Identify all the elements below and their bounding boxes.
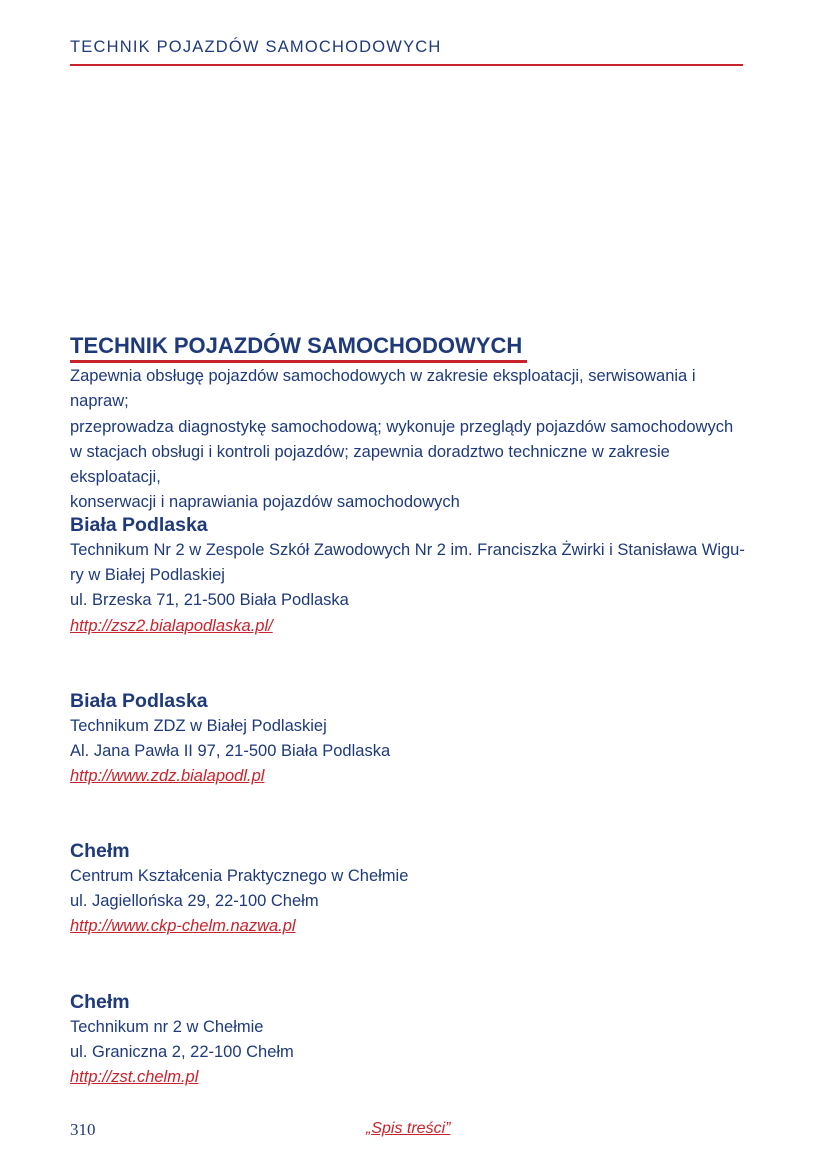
entry-website-link[interactable]: http://zst.chelm.pl (70, 1068, 199, 1087)
header-rule (70, 64, 743, 66)
page-number: 310 (70, 1120, 96, 1139)
running-header: TECHNIK POJAZDÓW SAMOCHODOWYCH (70, 38, 442, 56)
entry-address: ul. Jagiellońska 29, 22-100 Chełm (70, 892, 319, 911)
entry-city: Biała Podlaska (70, 514, 208, 536)
school-entry (70, 512, 750, 639)
entry-address: ul. Graniczna 2, 22-100 Chełm (70, 1043, 294, 1062)
section-title-underline (70, 360, 527, 363)
entry-website-link[interactable]: http://www.zdz.bialapodl.pl (70, 767, 265, 786)
table-of-contents-link[interactable]: „Spis treści” (366, 1120, 451, 1137)
school-entry (70, 838, 750, 940)
entry-website-link[interactable]: http://zsz2.bialapodlaska.pl/ (70, 616, 273, 635)
intro-line: w stacjach obsługi i kontroli pojazdów; zapewnia doradztwo techniczne w zakresie eksploatacji, (70, 442, 670, 487)
intro-line: Zapewnia obsługę pojazdów samochodowych w zakresie eksploatacji, serwisowania i napraw; (70, 367, 696, 411)
entry-line: ry w Białej Podlaskiej (70, 566, 225, 585)
school-entry (70, 989, 750, 1091)
entry-line: Technikum nr 2 w Chełmie (70, 1018, 264, 1036)
section-title: TECHNIK POJAZDÓW SAMOCHODOWYCH (70, 333, 523, 358)
school-entry (70, 688, 750, 790)
entry-line: Technikum Nr 2 w Zespole Szkół Zawodowych Nr 2 im. Franciszka Żwirki i Stanisława Wigu- (70, 541, 745, 559)
section-intro (70, 364, 750, 516)
entry-city: Chełm (70, 991, 130, 1013)
entry-address: ul. Brzeska 71, 21-500 Biała Podlaska (70, 591, 349, 610)
entry-line: Centrum Kształcenia Praktycznego w Chełmie (70, 867, 409, 885)
intro-line: przeprowadza diagnostykę samochodową; wykonuje przeglądy pojazdów samochodowych (70, 417, 734, 436)
intro-line: konserwacji i naprawiania pojazdów samochodowych (70, 493, 460, 512)
entry-website-link[interactable]: http://www.ckp-chelm.nazwa.pl (70, 917, 296, 936)
entry-line: Technikum ZDZ w Białej Podlaskiej (70, 717, 327, 735)
entry-city: Biała Podlaska (70, 690, 208, 712)
entry-city: Chełm (70, 840, 130, 862)
entry-address: Al. Jana Pawła II 97, 21-500 Biała Podlaska (70, 742, 391, 761)
